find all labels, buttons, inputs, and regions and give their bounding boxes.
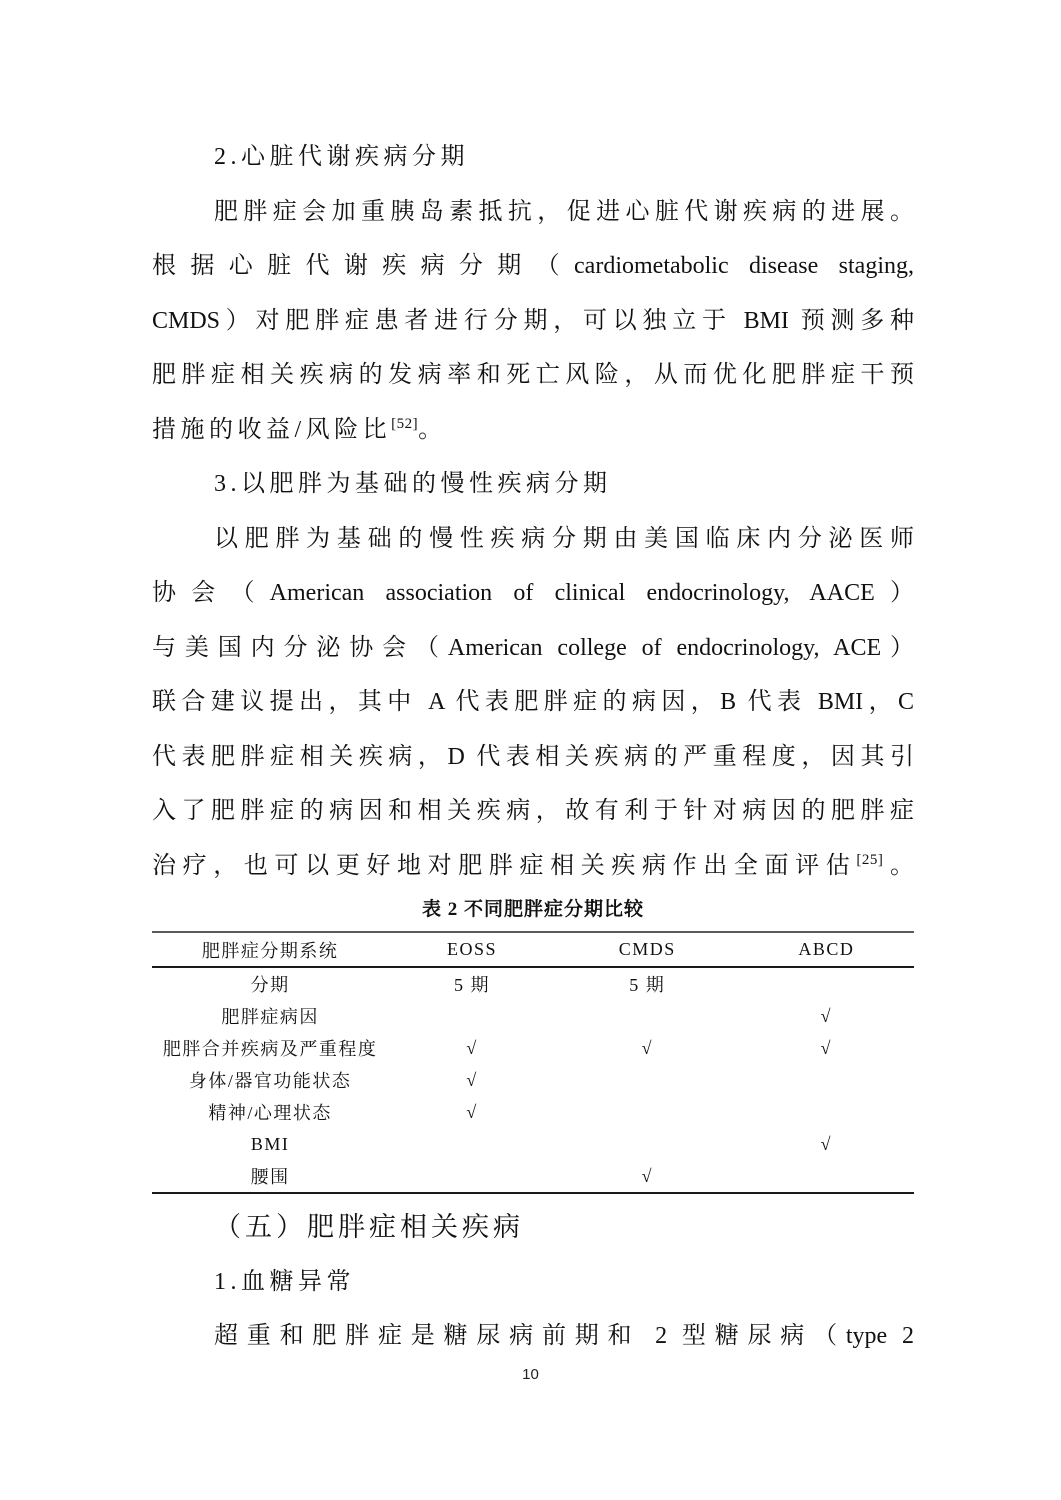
paragraph-line: 代表肥胖症相关疾病，D 代表相关疾病的严重程度，因其引 bbox=[152, 743, 914, 770]
page-number: 10 bbox=[522, 1366, 539, 1383]
check-mark: √ bbox=[820, 1133, 833, 1154]
paragraph-text: 。 bbox=[418, 416, 447, 443]
table-cell: 5 期 bbox=[454, 975, 491, 995]
table-row bbox=[152, 1000, 914, 1032]
row-label: 身体/器官功能状态 bbox=[188, 1071, 352, 1091]
paragraph-line: 协会（American association of clinical endocrinology, AACE） bbox=[152, 580, 914, 606]
table-row bbox=[152, 1160, 914, 1193]
paragraph-line: 肥胖症相关疾病的发病率和死亡风险，从而优化肥胖症干预 bbox=[152, 362, 914, 388]
paragraph-last-line bbox=[152, 839, 914, 894]
check-mark: √ bbox=[466, 1037, 478, 1058]
table-header-row bbox=[152, 932, 914, 967]
table-cell bbox=[388, 1160, 556, 1193]
row-label: 分期 bbox=[250, 975, 290, 995]
staging-comparison-table bbox=[152, 931, 914, 1194]
paragraph-line: 与美国内分泌协会（American college of endocrinology, ACE） bbox=[152, 634, 914, 661]
table-cell bbox=[556, 1128, 739, 1160]
table-header-cell: CMDS bbox=[618, 939, 676, 959]
paragraph-line: 联合建议提出，其中 A 代表肥胖症的病因，B 代表 BMI，C bbox=[152, 689, 914, 715]
paragraph-line: 以肥胖为基础的慢性疾病分期由美国临床内分泌医师 bbox=[214, 525, 914, 552]
check-mark: √ bbox=[820, 1037, 833, 1058]
section-heading-related-diseases: （五）肥胖症相关疾病 bbox=[214, 1212, 524, 1242]
table-cell bbox=[556, 1000, 739, 1032]
table-row bbox=[152, 967, 914, 1000]
table-cell bbox=[739, 967, 914, 1000]
table-header-cell: EOSS bbox=[447, 939, 498, 959]
table-row bbox=[152, 1096, 914, 1128]
paragraph-line: 根据心脏代谢疾病分期（cardiometabolic disease staging, bbox=[152, 253, 914, 279]
paragraph-text: 治疗，也可以更好地对肥胖症相关疾病作出全面评估 bbox=[152, 852, 857, 879]
table-header-cell: 肥胖症分期系统 bbox=[201, 940, 339, 961]
table-row bbox=[152, 1032, 914, 1064]
paragraph-line: 入了肥胖症的病因和相关疾病，故有利于针对病因的肥胖症 bbox=[152, 798, 914, 824]
table-cell bbox=[739, 1096, 914, 1128]
row-label: 精神/心理状态 bbox=[208, 1103, 332, 1123]
check-mark: √ bbox=[466, 1101, 478, 1122]
table-cell bbox=[556, 1064, 739, 1096]
table-cell bbox=[556, 1096, 739, 1128]
table-caption: 表 2 不同肥胖症分期比较 bbox=[421, 899, 644, 920]
check-mark: √ bbox=[641, 1037, 653, 1058]
citation-25: [25] bbox=[856, 851, 884, 868]
section-heading-cmds: 2.心脏代谢疾病分期 bbox=[214, 144, 469, 170]
row-label: 腰围 bbox=[250, 1167, 290, 1187]
document-body bbox=[152, 130, 914, 1364]
paragraph-text: 措施的收益/风险比 bbox=[152, 416, 392, 443]
subsection-heading-glucose: 1.血糖异常 bbox=[214, 1268, 355, 1295]
paragraph-line: CMDS）对肥胖症患者进行分期，可以独立于 BMI 预测多种 bbox=[152, 307, 914, 334]
table-cell: 5 期 bbox=[629, 975, 666, 995]
paragraph-line: 肥胖症会加重胰岛素抵抗，促进心脏代谢疾病的进展。 bbox=[214, 198, 914, 225]
paragraph-line: 超重和肥胖症是糖尿病前期和 2 型糖尿病（type 2 bbox=[214, 1323, 914, 1349]
paragraph-last-line bbox=[152, 403, 914, 458]
check-mark: √ bbox=[820, 1005, 833, 1026]
table-row bbox=[152, 1064, 914, 1096]
table-cell bbox=[388, 1000, 556, 1032]
citation-52: [52] bbox=[391, 415, 419, 432]
check-mark: √ bbox=[466, 1069, 478, 1090]
row-label: 肥胖合并疾病及严重程度 bbox=[162, 1039, 378, 1059]
table-cell bbox=[739, 1064, 914, 1096]
table-header-cell: ABCD bbox=[798, 939, 855, 959]
table-row bbox=[152, 1128, 914, 1160]
check-mark: √ bbox=[641, 1165, 653, 1186]
table-cell bbox=[739, 1160, 914, 1193]
paragraph-text: 。 bbox=[883, 852, 914, 879]
section-heading-abcd: 3.以肥胖为基础的慢性疾病分期 bbox=[214, 471, 612, 497]
row-label: BMI bbox=[250, 1133, 290, 1154]
row-label: 肥胖症病因 bbox=[221, 1007, 319, 1027]
table-cell bbox=[388, 1128, 556, 1160]
